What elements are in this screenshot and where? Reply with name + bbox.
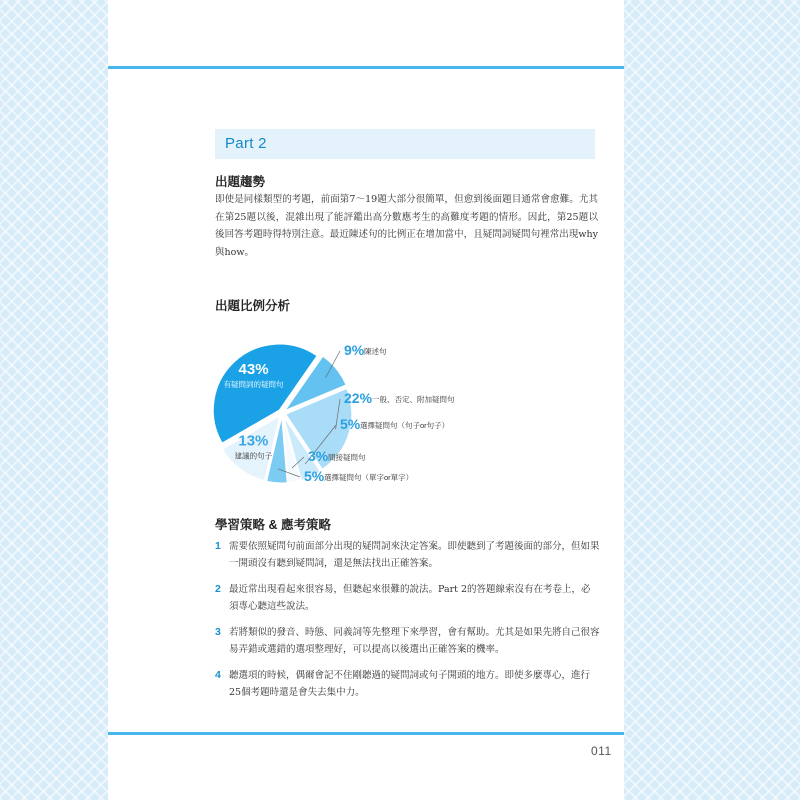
section-heading-ratio: 出題比例分析: [215, 299, 291, 313]
list-item: [215, 581, 600, 615]
slice-percent-label: 9%: [344, 342, 365, 358]
list-item-text: 聽選項的時候，偶爾會記不住剛聽過的疑問詞或句子開頭的地方。即使多麼專心，進行25個考題時還是會失去集中力。: [229, 670, 591, 698]
page-number: 011: [591, 744, 612, 758]
slice-category-label: 陳述句: [364, 347, 387, 356]
list-item: [215, 624, 600, 658]
slice-percent-label: 13%: [238, 432, 269, 450]
trends-paragraph: 即使是同樣類型的考題，前面第7～19題大部分很簡單，但愈到後面題目通常會愈難。尤其在第25題以後，混雜出現了能評鑑出高分數應考生的高難度考題的情形。因此，第25題以後回答考題時得特別注意。最近陳述句的比例正在增加當中，且疑問詞疑問句裡常出現why與how。: [215, 194, 598, 258]
slice-category-label: 一般、否定、附加疑問句: [372, 395, 455, 404]
list-item-text: 若將類似的發音、時態、同義詞等先整理下來學習，會有幫助。尤其是如果先將自己很容易弄錯或選錯的選項整理好，可以提高以後選出正確答案的機率。: [229, 627, 600, 655]
slice-percent-label: 5%: [340, 416, 361, 432]
slice-category-label: 選擇疑問句（句子or句子）: [360, 421, 450, 430]
section-heading-strategy: 學習策略 & 應考策略: [215, 518, 331, 532]
list-item-number: 3: [215, 626, 221, 638]
bottom-rule: [108, 732, 624, 735]
slice-percent-label: 43%: [238, 361, 269, 379]
list-item-text: 最近常出現看起來很容易，但聽起來很難的說法。Part 2的答題線索沒有在考卷上，必須專心聽這些說法。: [229, 584, 591, 612]
slice-percent-label: 22%: [344, 390, 373, 406]
slice-category-label: 間接疑問句: [328, 453, 366, 462]
part-title: Part 2: [215, 129, 595, 159]
list-item: [215, 538, 600, 572]
list-item-number: 2: [215, 583, 221, 595]
list-item-text: 需要依照疑問句前面部分出現的疑問詞來決定答案。即使聽到了考題後面的部分，但如果一開頭沒有聽到疑問詞，還是無法找出正確答案。: [229, 541, 600, 569]
top-rule: [108, 66, 624, 69]
list-item: [215, 667, 600, 701]
strategy-list: [215, 538, 600, 710]
slice-category-label: 有疑問詞的疑問句: [223, 380, 284, 390]
list-item-number: 1: [215, 540, 221, 552]
section-heading-trends: 出題趨勢: [215, 175, 266, 189]
ratio-pie-chart: [210, 325, 500, 495]
slice-category-label: 選擇疑問句（單字or單字）: [324, 473, 414, 482]
list-item-number: 4: [215, 669, 221, 681]
slice-category-label: 建議的句子: [234, 451, 273, 461]
slice-percent-label: 5%: [304, 468, 325, 484]
slice-percent-label: 3%: [308, 448, 329, 464]
